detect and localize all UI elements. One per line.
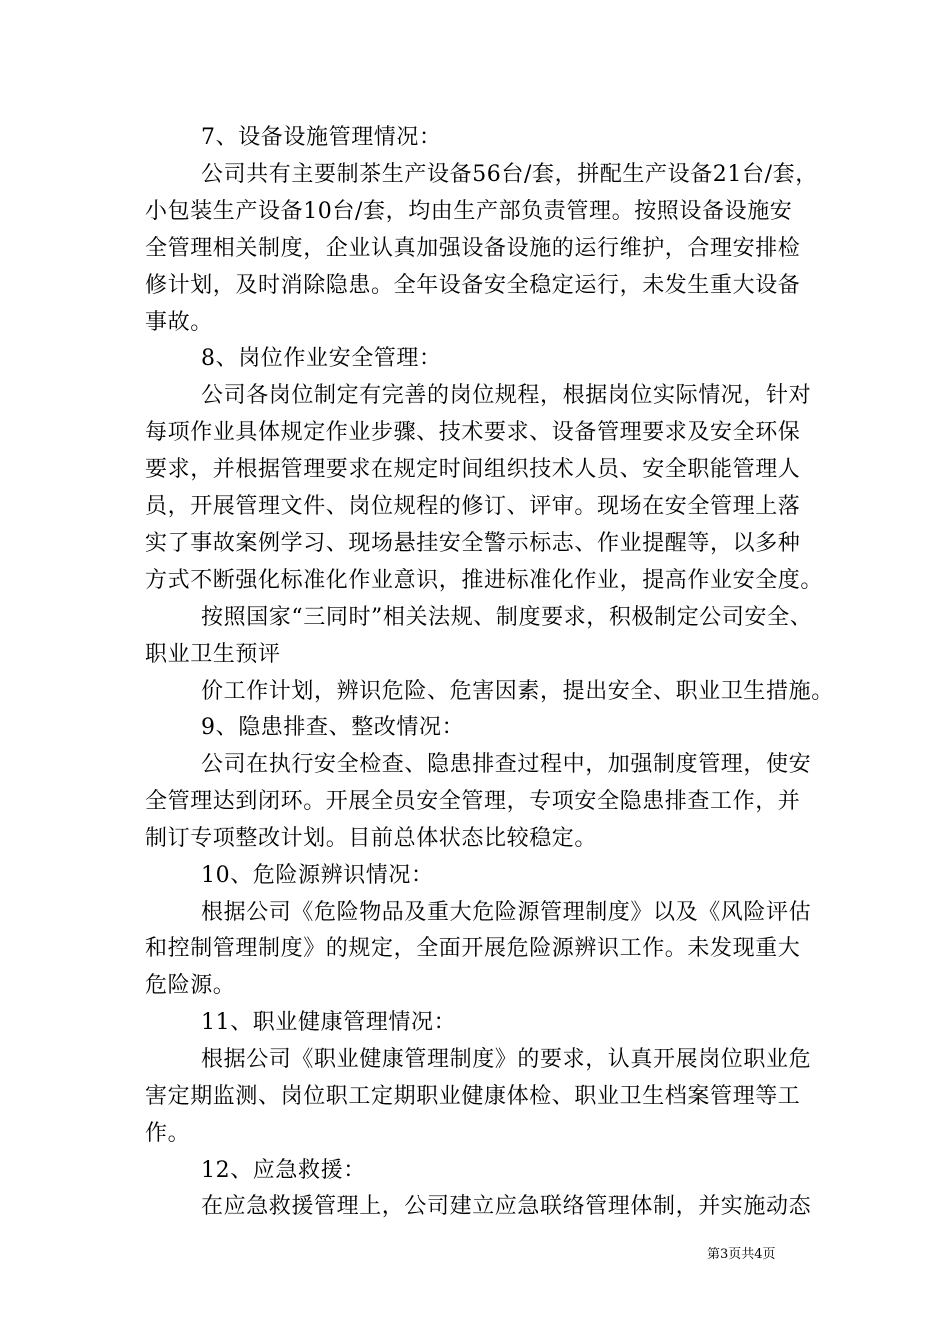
paragraph-line: 根据公司《危险物品及重大危险源管理制度》以及《风险评估 bbox=[201, 900, 812, 925]
paragraph-line: 在应急救援管理上，公司建立应急联络管理体制，并实施动态 bbox=[201, 1194, 812, 1219]
paragraph-line: 公司各岗位制定有完善的岗位规程，根据岗位实际情况，针对 bbox=[201, 383, 812, 408]
paragraph-line: 方式不断强化标准化作业意识，推进标准化作业，提高作业安全度。 bbox=[145, 568, 824, 593]
paragraph-line: 每项作业具体规定作业步骤、技术要求、设备管理要求及安全环保 bbox=[145, 420, 801, 445]
paragraph-line: 按照国家“三同时”相关法规、制度要求，积极制定公司安全、 bbox=[201, 605, 813, 630]
paragraph-line: 全管理相关制度，企业认真加强设备设施的运行维护，合理安排检 bbox=[145, 236, 801, 261]
paragraph-line: 要求，并根据管理要求在规定时间组织技术人员、安全职能管理人 bbox=[145, 457, 801, 482]
paragraph-line: 职业卫生预评 bbox=[145, 642, 281, 667]
heading-8: 8、岗位作业安全管理： bbox=[201, 346, 442, 371]
paragraph-line: 修计划，及时消除隐患。全年设备安全稳定运行，未发生重大设备 bbox=[145, 273, 801, 298]
page-number: 第3页共4页 bbox=[707, 1247, 776, 1262]
paragraph-line: 价工作计划，辨识危险、危害因素，提出安全、职业卫生措施。 bbox=[201, 679, 834, 704]
paragraph-line: 公司共有主要制茶生产设备56台/套，拼配生产设备21台/套， bbox=[201, 162, 818, 187]
paragraph-line: 作。 bbox=[145, 1121, 191, 1146]
paragraph-line: 小包装生产设备10台/套，均由生产部负责管理。按照设备设施安 bbox=[145, 199, 793, 224]
heading-11: 11、职业健康管理情况： bbox=[201, 1010, 457, 1035]
paragraph-line: 根据公司《职业健康管理制度》的要求，认真开展岗位职业危 bbox=[201, 1047, 812, 1072]
paragraph-line: 害定期监测、岗位职工定期职业健康体检、职业卫生档案管理等工 bbox=[145, 1084, 801, 1109]
paragraph-line: 事故。 bbox=[145, 310, 213, 335]
paragraph-line: 制订专项整改计划。目前总体状态比较稳定。 bbox=[145, 826, 598, 851]
paragraph-line: 危险源。 bbox=[145, 973, 236, 998]
paragraph-line: 实了事故案例学习、现场悬挂安全警示标志、作业提醒等，以多种 bbox=[145, 531, 801, 556]
paragraph-line: 公司在执行安全检查、隐患排查过程中，加强制度管理，使安 bbox=[201, 752, 812, 777]
heading-12: 12、应急救援： bbox=[201, 1158, 366, 1183]
heading-10: 10、危险源辨识情况： bbox=[201, 863, 434, 888]
paragraph-line: 员，开展管理文件、岗位规程的修订、评审。现场在安全管理上落 bbox=[145, 494, 801, 519]
heading-9: 9、隐患排查、整改情况： bbox=[201, 715, 465, 740]
paragraph-line: 和控制管理制度》的规定，全面开展危险源辨识工作。未发现重大 bbox=[145, 936, 801, 961]
paragraph-line: 全管理达到闭环。开展全员安全管理，专项安全隐患排查工作，并 bbox=[145, 789, 801, 814]
heading-7: 7、设备设施管理情况： bbox=[201, 125, 442, 150]
